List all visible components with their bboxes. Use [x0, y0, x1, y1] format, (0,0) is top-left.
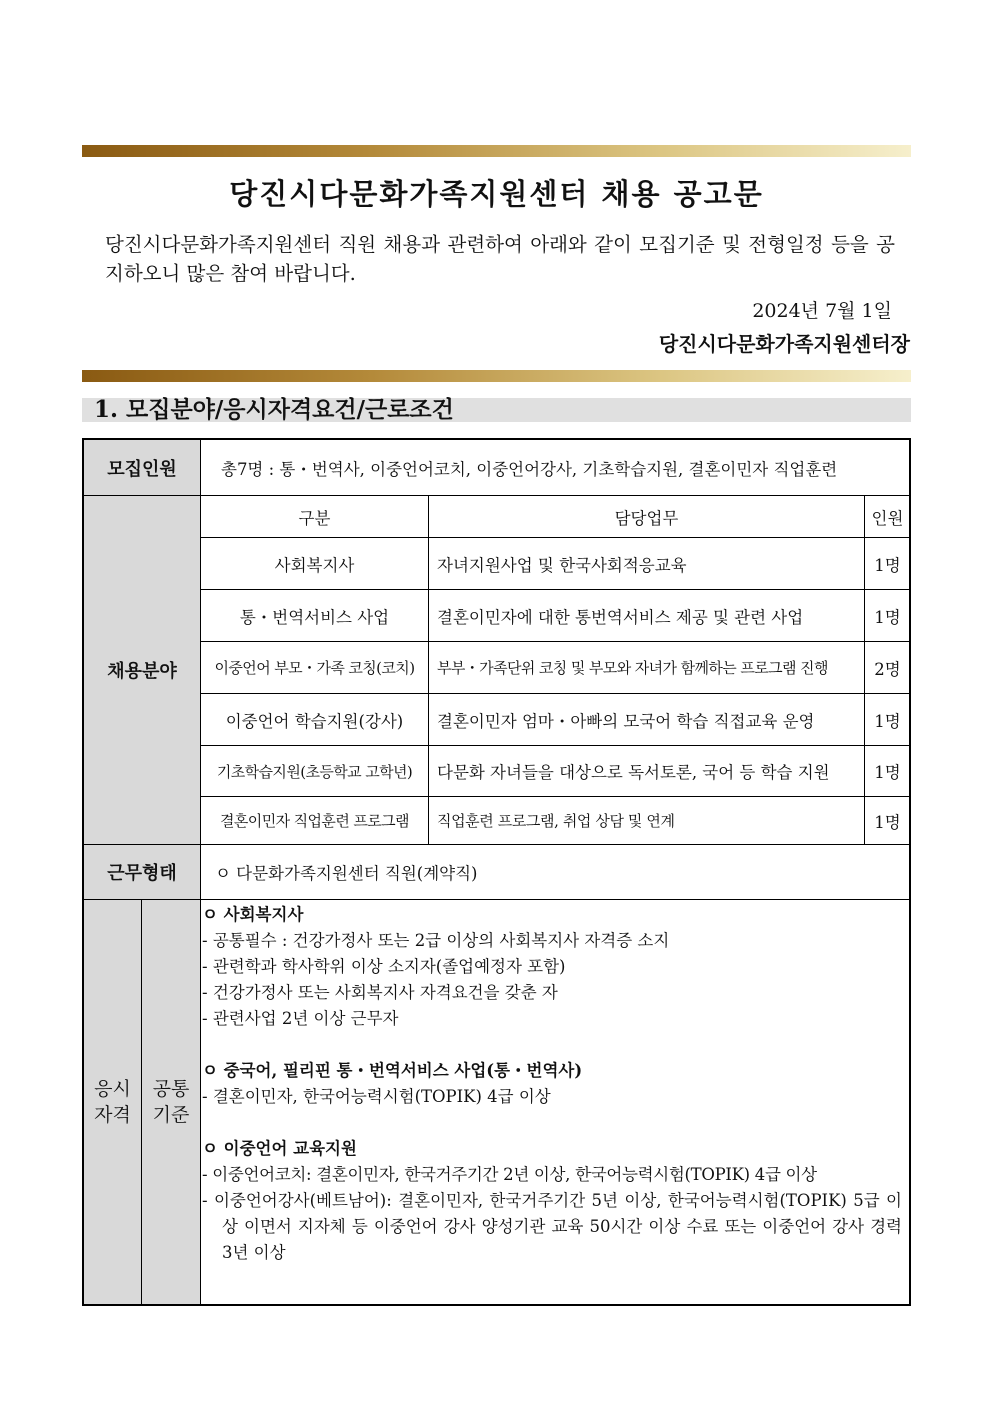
recruit-value: 총7명 : 통・번역사, 이중언어코치, 이중언어강사, 기초학습지원, 결혼이민자 직업훈련: [221, 459, 838, 479]
field-row-duty: 결혼이민자에 대한 통번역서비스 제공 및 관련 사업: [437, 607, 804, 627]
qualification-group-heading: ㅇ 이중언어 교육지원: [202, 1139, 357, 1158]
field-header-duty: 담당업무: [614, 508, 679, 528]
work-label: 근무형태: [84, 845, 200, 899]
field-row-count: 1명: [874, 711, 901, 731]
qualification-item: - 이중언어강사(베트남어): 결혼이민자, 한국거주기간 5년 이상, 한국어능력시험(TOPIK) 5급 이상 이면서 지자체 등 이중언어 강사 양성기관 교육 50시간 이상 수료 또는 이중언어 강사 경력 3년 이상: [202, 1191, 902, 1262]
qualification-item: - 관련학과 학사학위 이상 소지자(졸업예정자 포함): [202, 957, 566, 976]
field-header-category: 구분: [298, 508, 331, 528]
qualification-group-heading: ㅇ 사회복지사: [202, 905, 304, 924]
section-heading: 1. 모집분야/응시자격요건/근로조건: [82, 398, 911, 422]
qualification-item: - 공통필수 : 건강가정사 또는 2급 이상의 사회복지사 자격증 소지: [202, 931, 670, 950]
field-row-category: 결혼이민자 직업훈련 프로그램: [220, 812, 409, 830]
qualification-item: - 건강가정사 또는 사회복지사 자격요건을 갖춘 자: [202, 983, 558, 1002]
intro-paragraph: 당진시다문화가족지원센터 직원 채용과 관련하여 아래와 같이 모집기준 및 전형일정 등을 공지하오니 많은 참여 바랍니다.: [105, 233, 895, 285]
field-row-category: 통・번역서비스 사업: [239, 607, 390, 627]
field-row-category: 기초학습지원(초등학교 고학년): [216, 762, 413, 781]
qualification-group-heading: ㅇ 중국어, 필리핀 통・번역서비스 사업(통・번역사): [202, 1061, 583, 1080]
qualification-item: - 관련사업 2년 이상 근무자: [202, 1009, 399, 1028]
field-row-duty: 결혼이민자 엄마・아빠의 모국어 학습 직접교육 운영: [437, 711, 815, 731]
qualification-label: 응시 자격: [84, 900, 141, 1304]
work-value: ㅇ 다문화가족지원센터 직원(계약직): [215, 864, 478, 883]
field-row-count: 1명: [874, 763, 901, 782]
recruit-label: 모집인원: [84, 440, 200, 495]
top-decorative-bar: [82, 145, 911, 157]
page-title: 당진시다문화가족지원센터 채용 공고문: [229, 177, 764, 211]
field-row-count: 1명: [874, 812, 901, 832]
field-row-category: 사회복지사: [274, 555, 355, 575]
notice-date: 2024년 7월 1일: [752, 300, 892, 322]
field-row-duty: 직업훈련 프로그램, 취업 상담 및 연계: [437, 812, 675, 830]
field-row-duty: 자녀지원사업 및 한국사회적응교육: [437, 555, 687, 575]
qualification-content: [202, 902, 902, 1266]
field-row-category: 이중언어 학습지원(강사): [225, 711, 404, 731]
field-row-duty: 다문화 자녀들을 대상으로 독서토론, 국어 등 학습 지원: [437, 763, 830, 782]
issuer-name: 당진시다문화가족지원센터장: [658, 332, 910, 356]
qualification-sublabel: 공통 기준: [142, 900, 200, 1304]
field-row-count: 1명: [874, 607, 901, 627]
field-header-count: 인원: [871, 508, 904, 528]
recruitment-table: [82, 438, 911, 1306]
field-label: 채용분야: [84, 496, 200, 844]
qualification-item: - 결혼이민자, 한국어능력시험(TOPIK) 4급 이상: [202, 1087, 551, 1106]
field-row-category: 이중언어 부모・가족 코칭(코치): [214, 659, 415, 677]
field-row-count: 1명: [874, 555, 901, 575]
bottom-decorative-bar: [82, 370, 911, 382]
field-row-duty: 부부・가족단위 코칭 및 부모와 자녀가 함께하는 프로그램 진행: [437, 659, 828, 677]
field-row-count: 2명: [874, 659, 901, 679]
qualification-item: - 이중언어코치: 결혼이민자, 한국거주기간 2년 이상, 한국어능력시험(TOPIK) 4급 이상: [202, 1165, 817, 1184]
